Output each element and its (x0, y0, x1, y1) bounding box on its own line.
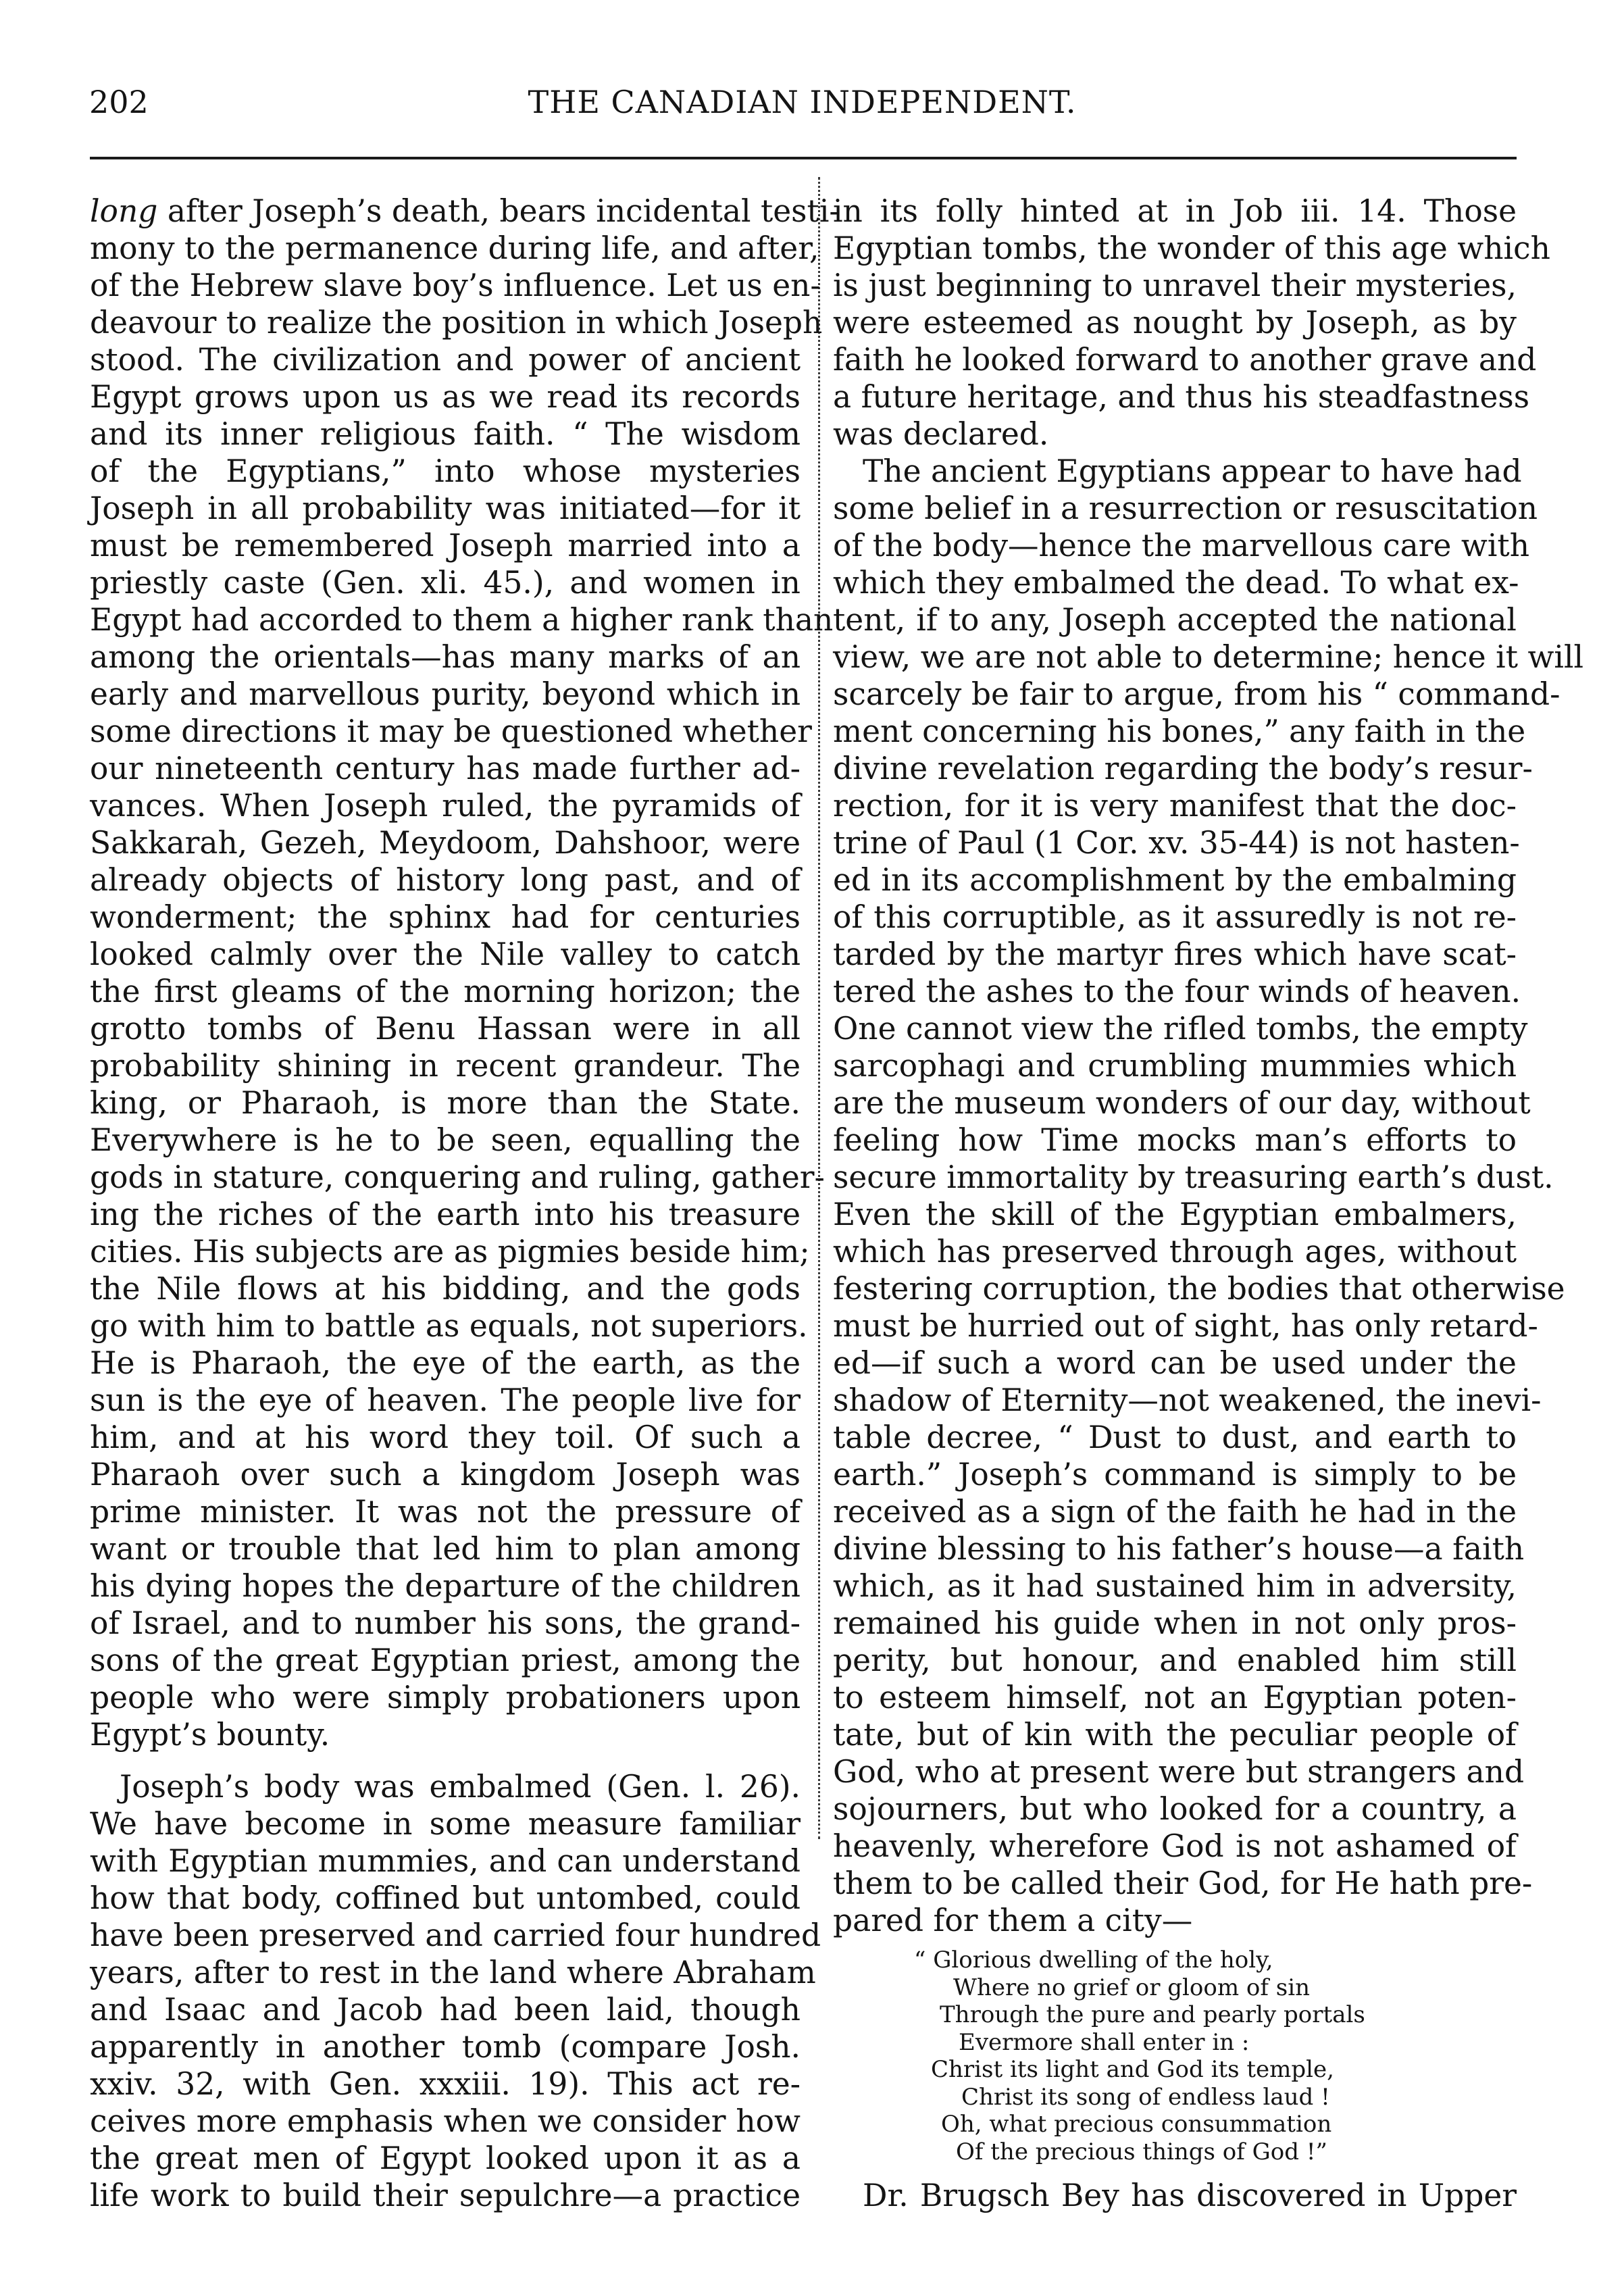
text-line: of the Egyptians,” into whose mysteries (90, 453, 801, 489)
text-line: among the orientals—has many marks of an (90, 639, 801, 675)
text-line: long after Joseph’s death, bears incidental testi- (90, 193, 840, 229)
poem-line: Oh, what precious consummation (941, 2111, 1332, 2138)
text-line: king, or Pharaoh, is more than the State. (90, 1085, 801, 1121)
text-line: a future heritage, and thus his steadfastness (833, 379, 1530, 415)
text-line: ed—if such a word can be used under the (833, 1345, 1517, 1381)
text-line: prime minister. It was not the pressure of (90, 1494, 801, 1530)
text-line: Egypt grows upon us as we read its records (90, 379, 801, 415)
text-line: people who were simply probationers upon (90, 1680, 801, 1715)
page-header (88, 80, 1517, 127)
paragraph (833, 193, 1550, 453)
text-line: to esteem himself, not an Egyptian poten- (833, 1680, 1517, 1715)
text-line: grotto tombs of Benu Hassan were in all (90, 1011, 801, 1047)
poem-line: Christ its song of endless laud ! (961, 2083, 1330, 2111)
text-line: We have become in some measure familiar (90, 1806, 801, 1842)
text-line: stood. The civilization and power of ancient (90, 342, 801, 378)
text-line: must be hurried out of sight, has only retard- (833, 1308, 1538, 1344)
text-line: the first gleams of the morning horizon; the (90, 974, 801, 1009)
text-line: ed in its accomplishment by the embalming (833, 862, 1517, 898)
text-line: is just beginning to unravel their mysteries, (833, 268, 1517, 303)
text-line: He is Pharaoh, the eye of the earth, as the (90, 1345, 801, 1381)
poem-line: Christ its light and God its temple, (931, 2056, 1334, 2083)
poem-line: “ Glorious dwelling of the holy, (914, 1947, 1273, 1974)
text-line: go with him to battle as equals, not superiors. (90, 1308, 808, 1344)
text-line: rection, for it is very manifest that the doc- (833, 788, 1517, 824)
text-line: One cannot view the rifled tombs, the empty (833, 1011, 1528, 1047)
text-line: looked calmly over the Nile valley to catch (90, 936, 801, 972)
text-line: some belief in a resurrection or resuscitation (833, 491, 1538, 526)
text-line: of Israel, and to number his sons, the grand- (90, 1605, 801, 1641)
text-line: the great men of Egypt looked upon it as a (90, 2140, 801, 2176)
text-line: ment concerning his bones,” any faith in the (833, 713, 1526, 749)
text-line: tent, if to any, Joseph accepted the national (833, 602, 1517, 638)
text-line: was declared. (833, 416, 1049, 452)
text-line: cities. His subjects are as pigmies beside him; (90, 1234, 810, 1270)
text-line: Egypt’s bounty. (90, 1717, 330, 1753)
text-line: in its folly hinted at in Job iii. 14. Those (833, 193, 1517, 229)
text-line: heavenly, wherefore God is not ashamed of (833, 1828, 1517, 1864)
running-title: THE CANADIAN INDEPENDENT. (528, 84, 1077, 120)
text-line: tered the ashes to the four winds of heaven. (833, 974, 1521, 1009)
text-line: The ancient Egyptians appear to have had (863, 453, 1522, 489)
text-line: received as a sign of the faith he had in the (833, 1494, 1517, 1530)
header-rule (90, 157, 1517, 159)
paragraph-gap (90, 1754, 801, 1769)
text-line: divine revelation regarding the body’s resur- (833, 751, 1533, 786)
text-line: view, we are not able to determine; hence it will (833, 639, 1584, 675)
text-line: deavour to realize the position in which Joseph (90, 305, 823, 341)
text-line: with Egyptian mummies, and can understand (90, 1843, 801, 1879)
text-line: Pharaoh over such a kingdom Joseph was (90, 1457, 801, 1492)
text-line: sarcophagi and crumbling mummies which (833, 1048, 1517, 1084)
poem-quote (833, 1947, 1517, 2165)
text-line: Joseph in all probability was initiated—for it (90, 491, 801, 526)
left-column (90, 193, 840, 2215)
text-line: ing the riches of the earth into his treasure (90, 1197, 801, 1232)
text-line: priestly caste (Gen. xli. 45.), and women in (90, 565, 801, 601)
paragraph (90, 193, 840, 1754)
text-line: which, as it had sustained him in adversity, (833, 1568, 1517, 1604)
paragraph (90, 1769, 821, 2215)
text-line: want or trouble that led him to plan among (90, 1531, 801, 1567)
poem-line: Of the precious things of God !” (956, 2138, 1327, 2165)
paragraph (833, 453, 1584, 1940)
text-line: and Isaac and Jacob had been laid, though (90, 1992, 801, 2028)
text-line: pared for them a city— (833, 1903, 1193, 1938)
text-line: already objects of history long past, and of (90, 862, 801, 898)
text-line: tate, but of kin with the peculiar people of (833, 1717, 1517, 1753)
poem-line: Evermore shall enter in : (959, 2028, 1250, 2056)
text-line: life work to build their sepulchre—a practice (90, 2178, 801, 2213)
text-line: feeling how Time mocks man’s efforts to (833, 1122, 1517, 1158)
text-line: are the museum wonders of our day, without (833, 1085, 1531, 1121)
text-line: perity, but honour, and enabled him still (833, 1642, 1517, 1678)
text-line: secure immortality by treasuring earth’s dust. (833, 1159, 1554, 1195)
right-column (833, 193, 1584, 2215)
text-line: years, after to rest in the land where Abraham (90, 1955, 816, 1990)
text-line: Sakkarah, Gezeh, Meydoom, Dahshoor, were (90, 825, 801, 861)
text-line: table decree, “ Dust to dust, and earth to (833, 1420, 1517, 1455)
text-line: must be remembered Joseph married into a (90, 528, 801, 563)
text-line: ceives more emphasis when we consider how (90, 2103, 801, 2139)
text-line: of the Hebrew slave boy’s influence. Let us en- (90, 268, 821, 303)
text-line: xxiv. 32, with Gen. xxxiii. 19). This act re- (90, 2066, 801, 2102)
text-line: scarcely be fair to argue, from his “ command- (833, 676, 1560, 712)
text-line: of this corruptible, as it assuredly is not re- (833, 899, 1517, 935)
text-line: him, and at his word they toil. Of such a (90, 1420, 801, 1455)
text-line: Egyptian tombs, the wonder of this age which (833, 230, 1550, 266)
text-line: God, who at present were but strangers and (833, 1754, 1525, 1790)
paragraph (833, 2178, 1517, 2215)
text-line: some directions it may be questioned whether (90, 713, 812, 749)
text-line: sun is the eye of heaven. The people live for (90, 1382, 801, 1418)
text-line: probability shining in recent grandeur. The (90, 1048, 801, 1084)
text-line: the Nile flows at his bidding, and the gods (90, 1271, 801, 1307)
poem-line: Where no grief or gloom of sin (953, 1974, 1310, 2001)
text-line: tarded by the martyr fires which have scat- (833, 936, 1517, 972)
text-line: vances. When Joseph ruled, the pyramids of (90, 788, 801, 824)
text-line: them to be called their God, for He hath pre- (833, 1865, 1533, 1901)
text-line: faith he looked forward to another grave and (833, 342, 1537, 378)
text-line: Even the skill of the Egyptian embalmers, (833, 1197, 1517, 1232)
text-line: and its inner religious faith. “ The wisdom (90, 416, 801, 452)
poem-line: Through the pure and pearly portals (940, 2001, 1365, 2028)
text-line: how that body, coffined but untombed, could (90, 1880, 801, 1916)
text-line: were esteemed as nought by Joseph, as by (833, 305, 1517, 341)
text-line: Joseph’s body was embalmed (Gen. l. 26). (120, 1769, 801, 1805)
text-line: his dying hopes the departure of the children (90, 1568, 801, 1604)
text-line: early and marvellous purity, beyond which in (90, 676, 801, 712)
text-line: mony to the permanence during life, and after, (90, 230, 819, 266)
text-line: Egypt had accorded to them a higher rank than (90, 602, 834, 638)
text-line: gods in stature, conquering and ruling, gather- (90, 1159, 825, 1195)
text-line: remained his guide when in not only pros- (833, 1605, 1517, 1641)
text-line: festering corruption, the bodies that otherwise (833, 1271, 1565, 1307)
text-line: Dr. Brugsch Bey has discovered in Upper (863, 2178, 1517, 2213)
text-line: sojourners, but who looked for a country, a (833, 1791, 1517, 1827)
text-line: sons of the great Egyptian priest, among the (90, 1642, 801, 1678)
text-line: apparently in another tomb (compare Josh. (90, 2029, 801, 2065)
text-line: trine of Paul (1 Cor. xv. 35-44) is not hasten- (833, 825, 1520, 861)
text-line: which they embalmed the dead. To what ex- (833, 565, 1519, 601)
text-line: Everywhere is he to be seen, equalling the (90, 1122, 801, 1158)
text-line: which has preserved through ages, without (833, 1234, 1517, 1270)
text-line: wonderment; the sphinx had for centuries (90, 899, 801, 935)
page-number: 202 (89, 84, 149, 120)
text-line: have been preserved and carried four hundred (90, 1917, 821, 1953)
column-divider (818, 177, 820, 1839)
text-line: earth.” Joseph’s command is simply to be (833, 1457, 1517, 1492)
text-line: shadow of Eternity—not weakened, the inevi- (833, 1382, 1542, 1418)
text-line: divine blessing to his father’s house—a faith (833, 1531, 1525, 1567)
text-line: of the body—hence the marvellous care with (833, 528, 1530, 563)
text-line: our nineteenth century has made further ad- (90, 751, 801, 786)
